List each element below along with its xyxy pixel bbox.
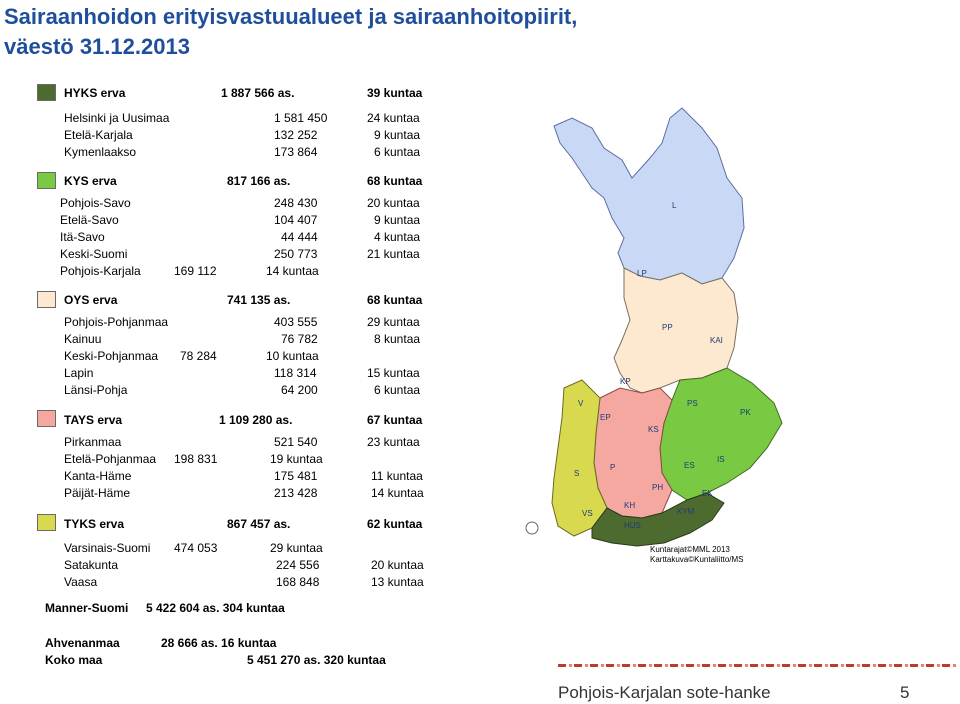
row-kunt: 23 kuntaa — [367, 435, 420, 449]
row-kunt: 9 kuntaa — [374, 128, 421, 142]
row-name: Helsinki ja Uusimaa — [64, 111, 170, 125]
row-pop: 132 252 — [274, 128, 318, 142]
row-name: Etelä-Savo — [60, 213, 119, 227]
group-name: TYKS erva — [64, 517, 125, 531]
row-name: Pohjois-Pohjanmaa — [64, 315, 169, 329]
group-kunt: 62 kuntaa — [367, 517, 423, 531]
group-pop: 741 135 as. — [227, 293, 291, 307]
row-pop: 104 407 — [274, 213, 318, 227]
row-name: Satakunta — [64, 558, 119, 572]
row-name: Pohjois-Karjala — [60, 264, 141, 278]
row-pop: 250 773 — [274, 247, 318, 261]
row-kunt: 14 kuntaa — [371, 486, 424, 500]
credit-line-1: Kuntarajat©MML 2013 — [650, 545, 730, 554]
map-label-p: P — [610, 463, 616, 472]
title-line-2: väestö 31.12.2013 — [4, 34, 190, 59]
map-label-pk: PK — [740, 408, 751, 417]
row-kunt: 9 kuntaa — [374, 213, 421, 227]
row-name: Länsi-Pohja — [64, 383, 128, 397]
row-kunt: 10 kuntaa — [266, 349, 319, 363]
page-number: 5 — [900, 683, 910, 702]
map-label-ks: KS — [648, 425, 659, 434]
row-pop: 78 284 — [180, 349, 217, 363]
group-kunt: 39 kuntaa — [367, 86, 423, 100]
group-kunt: 67 kuntaa — [367, 413, 423, 427]
footer-project-name: Pohjois-Karjalan sote-hanke — [558, 683, 771, 702]
row-kunt: 21 kuntaa — [367, 247, 420, 261]
row-name: Keski-Pohjanmaa — [64, 349, 159, 363]
map-label-ek: EK — [702, 489, 713, 498]
group-name: KYS erva — [64, 174, 117, 188]
row-kunt: 4 kuntaa — [374, 230, 421, 244]
oys-swatch — [37, 291, 56, 308]
map-label-kai: KAI — [710, 336, 723, 345]
row-pop: 198 831 — [174, 452, 218, 466]
group-name: TAYS erva — [64, 413, 123, 427]
row-pop: 248 430 — [274, 196, 318, 210]
total-name: Ahvenanmaa — [45, 636, 120, 650]
region-tays — [594, 388, 672, 518]
row-pop: 175 481 — [274, 469, 318, 483]
page-title — [4, 2, 604, 62]
row-pop: 173 864 — [274, 145, 318, 159]
row-pop: 118 314 — [274, 366, 317, 380]
map-label-ep: EP — [600, 413, 611, 422]
group-name: OYS erva — [64, 293, 118, 307]
total-value: 28 666 as. 16 kuntaa — [161, 636, 277, 650]
group-pop: 1 109 280 as. — [219, 413, 293, 427]
row-pop: 168 848 — [276, 575, 320, 589]
row-kunt: 14 kuntaa — [266, 264, 319, 278]
map-label-lp: LP — [637, 269, 647, 278]
group-pop: 1 887 566 as. — [221, 86, 295, 100]
map-label-ph: PH — [652, 483, 664, 492]
group-pop: 817 166 as. — [227, 174, 291, 188]
row-pop: 64 200 — [281, 383, 318, 397]
map-label-is: IS — [717, 455, 725, 464]
group-name: HYKS erva — [64, 86, 126, 100]
row-kunt: 6 kuntaa — [374, 145, 421, 159]
map-svg — [512, 88, 812, 568]
group-kunt: 68 kuntaa — [367, 293, 423, 307]
row-kunt: 19 kuntaa — [270, 452, 323, 466]
row-kunt: 29 kuntaa — [270, 541, 323, 555]
row-name: Kymenlaakso — [64, 145, 137, 159]
row-pop: 521 540 — [274, 435, 318, 449]
map-label-vs: VS — [582, 509, 593, 518]
row-kunt: 24 kuntaa — [367, 111, 420, 125]
map-label-v: V — [578, 399, 584, 408]
map-credits — [650, 545, 744, 565]
map-label-es: ES — [684, 461, 695, 470]
row-name: Keski-Suomi — [60, 247, 128, 261]
row-name: Vaasa — [64, 575, 98, 589]
total-value: 5 451 270 as. 320 kuntaa — [247, 653, 386, 667]
kys-swatch — [37, 172, 56, 189]
total-value: 5 422 604 as. 304 kuntaa — [146, 601, 285, 615]
footer-divider — [558, 664, 958, 667]
row-name: Etelä-Pohjanmaa — [64, 452, 157, 466]
row-pop: 1 581 450 — [274, 111, 328, 125]
title-line-1: Sairaanhoidon erityisvastuualueet ja sairaanhoitopiirit, — [4, 4, 578, 29]
tays-swatch — [37, 410, 56, 427]
row-name: Kainuu — [64, 332, 102, 346]
map-label-kp: KP — [620, 377, 631, 386]
row-name: Etelä-Karjala — [64, 128, 133, 142]
row-kunt: 8 kuntaa — [374, 332, 421, 346]
row-kunt: 13 kuntaa — [371, 575, 424, 589]
row-pop: 213 428 — [274, 486, 318, 500]
row-pop: 76 782 — [281, 332, 318, 346]
row-name: Kanta-Häme — [64, 469, 132, 483]
row-kunt: 20 kuntaa — [367, 196, 420, 210]
row-name: Lapin — [64, 366, 94, 380]
row-name: Pirkanmaa — [64, 435, 122, 449]
region-kys — [660, 368, 782, 500]
total-name: Koko maa — [45, 653, 103, 667]
row-kunt: 20 kuntaa — [371, 558, 424, 572]
region-ahvenanmaa — [526, 522, 538, 534]
finland-map — [512, 88, 812, 568]
row-name: Päijät-Häme — [64, 486, 131, 500]
row-name: Varsinais-Suomi — [64, 541, 151, 555]
row-kunt: 6 kuntaa — [374, 383, 421, 397]
hyks-swatch — [37, 84, 56, 101]
row-name: Pohjois-Savo — [60, 196, 131, 210]
row-kunt: 11 kuntaa — [371, 469, 423, 483]
map-label-l: L — [672, 201, 677, 210]
group-kunt: 68 kuntaa — [367, 174, 423, 188]
map-label-ps: PS — [687, 399, 698, 408]
map-label-s: S — [574, 469, 580, 478]
total-name: Manner-Suomi — [45, 601, 129, 615]
map-label-hus: HUS — [624, 521, 641, 530]
row-kunt: 29 kuntaa — [367, 315, 420, 329]
map-label-pp: PP — [662, 323, 673, 332]
map-label-kh: KH — [624, 501, 636, 510]
tyks-swatch — [37, 514, 56, 531]
row-pop: 224 556 — [276, 558, 320, 572]
row-pop: 403 555 — [274, 315, 318, 329]
row-pop: 474 053 — [174, 541, 218, 555]
row-pop: 169 112 — [174, 264, 217, 278]
map-label-kym: KYM — [677, 507, 695, 516]
region-lapland — [554, 108, 744, 284]
row-name: Itä-Savo — [60, 230, 105, 244]
row-pop: 44 444 — [281, 230, 318, 244]
credit-line-2: Karttakuva©Kuntaliitto/MS — [650, 555, 744, 564]
row-kunt: 15 kuntaa — [367, 366, 420, 380]
group-pop: 867 457 as. — [227, 517, 291, 531]
